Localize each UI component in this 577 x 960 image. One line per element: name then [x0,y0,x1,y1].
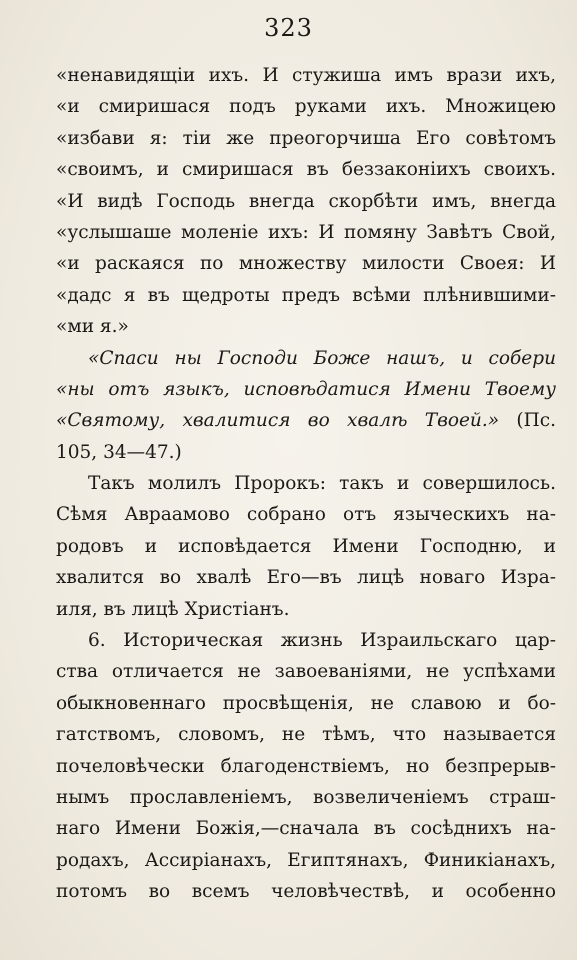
text-line: «и смиришася подъ руками ихъ. Множицею [56,96,556,118]
quote-line-with-citation [56,405,556,436]
citation-line: 105, 34—47.) [56,441,182,463]
text-line: «и раскаяся по множеству милости Своея: И [56,253,556,275]
text-line: почеловѣчески благоденствіемъ, но безпрерыв- [56,755,556,777]
text-line: Сѣмя Авраамово собрано отъ языческихъ на- [56,504,556,526]
text-line: потомъ во всемъ человѣчествѣ, и особенно [56,881,556,903]
text-line: наго Имени Божія,—сначала въ сосѣднихъ на- [56,818,556,840]
page-number: 323 [264,14,313,42]
text-line: иля, въ лицѣ Христіанъ. [56,598,290,620]
text-line: родовъ и исповѣдается Имени Господню, и [56,535,556,557]
quote-line: «Спаси ны Господи Боже нашъ, и собери [88,347,556,369]
text-line: родахъ, Ассиріанахъ, Египтянахъ, Финикіанахъ, [56,849,556,871]
text-line: «избави я: тіи же преогорчиша Его совѣтомъ [56,127,556,149]
text-line: нымъ прославленіемъ, возвеличеніемъ страш- [56,786,556,808]
text-line: обыкновеннаго просвѣщенія, не славою и бо- [56,692,556,714]
citation-prefix: (Пс. [516,410,556,432]
text-line: «дадс я въ щедроты предъ всѣми плѣнившими- [56,284,556,306]
text-line: гатствомъ, словомъ, не тѣмъ, что называется [56,724,556,746]
paragraph-start-line: 6. Историческая жизнь Израильскаго цар- [88,630,556,652]
quote-line: «ны отъ языкъ, исповѣдатися Имени Твоему [56,378,556,400]
text-line: хвалится во хвалѣ Его—въ лицѣ новаго Изра- [56,567,556,589]
text-line: «своимъ, и смиришася въ беззаконіихъ своихъ. [56,159,556,181]
quote-text: «Святому, хвалитися во хвалѣ Твоей.» [56,410,500,432]
text-line: ства отличается не завоеваніями, не успѣхами [56,661,556,683]
text-line: «ми я.» [56,316,129,338]
text-line: «ненавидящіи ихъ. И стужиша имъ врази ихъ, [56,65,556,86]
text-line: «услышаше моленіе ихъ: И помяну Завѣтъ Свой, [56,221,556,243]
page-text [56,60,556,908]
text-line: «И видѣ Господь внегда скорбѣти имъ, внегда [56,190,556,212]
text-line: Такъ молилъ Пророкъ: такъ и совершилось. [88,473,556,495]
